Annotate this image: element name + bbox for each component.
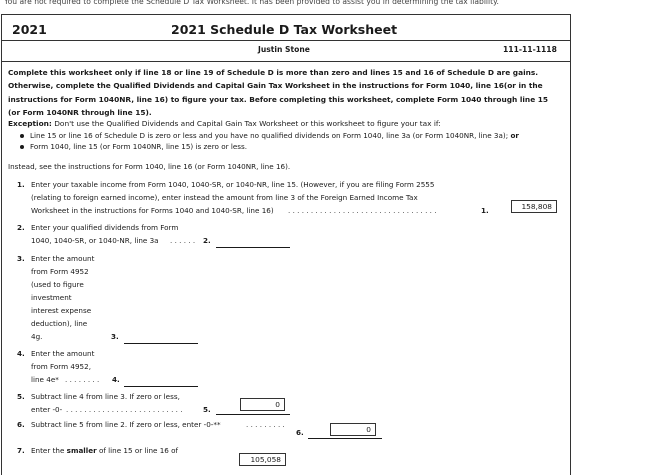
line-4-leader-dots: . . . . . . . . (65, 375, 100, 384)
line-1-number: 1. (17, 180, 25, 189)
line-4-text-2: from Form 4952, (31, 362, 91, 371)
line-7-text-post: of line 15 or line 16 of (98, 446, 179, 455)
line-5-amount-field[interactable]: 0 (240, 398, 285, 411)
line-4-number: 4. (17, 349, 25, 358)
disclaimer-text: You are not required to complete the Schedule D Tax Worksheet. It has been provided to assist you in determining the tax liability. (4, 0, 499, 6)
line-6-number: 6. (17, 420, 25, 429)
line-1-amount-field[interactable]: 158,808 (511, 200, 557, 213)
exception-bullet-1 (20, 131, 519, 140)
line-4-text-1: Enter the amount (31, 349, 95, 358)
line-2-text-2: 1040, 1040-SR, or 1040-NR, line 3a (31, 236, 159, 245)
line-7-number: 7. (17, 446, 25, 455)
exception-bullet-2 (20, 142, 247, 151)
header-divider-2 (1, 61, 570, 62)
header-divider (1, 40, 570, 41)
line-7-text-pre: Enter the (31, 446, 65, 455)
line-5-text-2: enter -0- (31, 405, 63, 414)
line-7-text (31, 446, 178, 455)
line-2-leader-dots: . . . . . . (170, 236, 196, 245)
line-3-amount-field[interactable] (124, 343, 198, 344)
line-4-ref: 4. (112, 375, 120, 384)
tax-year: 2021 (12, 22, 47, 37)
exception-bullet-1-text: Line 15 or line 16 of Schedule D is zero or less and you have no qualified dividends on Form 1040, line 3a (or Form 1040NR, line 3a); (30, 131, 509, 140)
line-5-ref: 5. (203, 405, 211, 414)
line-6-underline (308, 438, 382, 439)
line-6-ref: 6. (296, 428, 304, 437)
bullet-icon (20, 134, 24, 138)
line-1-text-2: (relating to foreign earned income), enter instead the amount from line 3 of the Foreign Earned Income Tax (31, 193, 418, 202)
line-3-text-1: Enter the amount (31, 254, 95, 263)
line-2-amount-field[interactable] (216, 247, 290, 248)
line-1-leader-dots: . . . . . . . . . . . . . . . . . . . . . . . . . . . . . . . . . (288, 206, 437, 215)
taxpayer-ssn: 111-11-1118 (503, 45, 557, 54)
exception-text: Don't use the Qualified Dividends and Capital Gain Tax Worksheet or this worksheet to figure your tax if: (54, 119, 441, 128)
instead-note: Instead, see the instructions for Form 1040, line 16 (or Form 1040NR, line 16). (8, 162, 291, 171)
line-5-underline (216, 414, 290, 415)
line-5-text-1: Subtract line 4 from line 3. If zero or less, (31, 392, 180, 401)
exception-label: Exception: (8, 119, 52, 128)
taxpayer-name: Justin Stone (258, 45, 310, 54)
exception-or: or (510, 131, 519, 140)
line-3-text-4: investment (31, 293, 72, 302)
line-6-amount-field[interactable]: 0 (330, 423, 376, 436)
line-3-text-5: interest expense (31, 306, 92, 315)
line-7-text-bold: smaller (66, 446, 97, 455)
line-2-ref: 2. (203, 236, 211, 245)
bullet-icon (20, 145, 24, 149)
line-7-amount-field[interactable]: 105,058 (239, 453, 286, 466)
line-1-text-1: Enter your taxable income from Form 1040, 1040-SR, or 1040-NR, line 15. (However, if you are filing Form 2555 (31, 180, 435, 189)
line-4-amount-field[interactable] (124, 386, 198, 387)
line-6-leader-dots: . . . . . . . . . (246, 420, 285, 429)
line-1-text-3: Worksheet in the instructions for Forms 1040 and 1040-SR, line 16) (31, 206, 274, 215)
line-4-text-3: line 4e* (31, 375, 59, 384)
line-3-number: 3. (17, 254, 25, 263)
line-2-number: 2. (17, 223, 25, 232)
line-3-text-2: from Form 4952 (31, 267, 89, 276)
line-2-text-1: Enter your qualified dividends from Form (31, 223, 179, 232)
worksheet-instructions: Complete this worksheet only if line 18 or line 19 of Schedule D is more than zero and lines 15 and 16 of Schedule D are gains. Otherwise, complete the Qualified Dividends and Capital Gain Tax Worksheet in the instructions for Form 1040, line 16(or in the instructions for Form 1040NR, line 16) to figure your tax. Before completing this worksheet, complete Form 1040 through line 15 (or Form 1040NR through line 15). (8, 68, 549, 117)
worksheet-title: 2021 Schedule D Tax Worksheet (171, 22, 398, 37)
line-3-text-7: 4g. (31, 332, 43, 341)
line-5-number: 5. (17, 392, 25, 401)
line-3-ref: 3. (111, 332, 119, 341)
line-5-leader-dots: . . . . . . . . . . . . . . . . . . . . . . . . . . (66, 405, 183, 414)
exception-bullet-2-text: Form 1040, line 15 (or Form 1040NR, line 15) is zero or less. (30, 142, 248, 151)
line-1-ref: 1. (481, 206, 489, 215)
line-3-text-6: deduction), line (31, 319, 88, 328)
line-3-text-3: (used to figure (31, 280, 84, 289)
exception-line (8, 119, 441, 128)
line-6-text-1: Subtract line 5 from line 2. If zero or less, enter -0-** (31, 420, 221, 429)
